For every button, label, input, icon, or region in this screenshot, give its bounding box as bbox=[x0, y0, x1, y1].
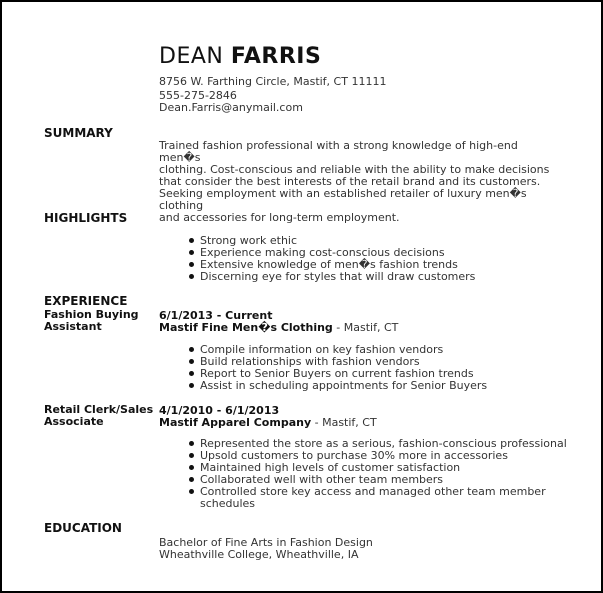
job-bullets bbox=[200, 344, 570, 392]
education-heading: EDUCATION bbox=[44, 521, 122, 535]
company-name: Mastif Fine Men�s Clothing bbox=[159, 321, 333, 334]
job-title-line: Associate bbox=[44, 415, 104, 428]
list-item: Represented the store as a serious, fashion-conscious professional bbox=[200, 438, 570, 450]
summary-line: Trained fashion professional with a strong knowledge of high-end men�s bbox=[159, 139, 518, 164]
job-title bbox=[44, 404, 156, 428]
job-company bbox=[159, 416, 377, 429]
address: 8756 W. Farthing Circle, Mastif, CT 11111 bbox=[159, 75, 387, 88]
summary-text bbox=[159, 140, 559, 224]
degree: Bachelor of Fine Arts in Fashion Design bbox=[159, 536, 373, 549]
list-item: Assist in scheduling appointments for Senior Buyers bbox=[200, 380, 570, 392]
experience-heading: EXPERIENCE bbox=[44, 294, 128, 308]
list-item: Maintained high levels of customer satisfaction bbox=[200, 462, 570, 474]
summary-heading: SUMMARY bbox=[44, 126, 113, 140]
email: Dean.Farris@anymail.com bbox=[159, 101, 303, 114]
job-company bbox=[159, 321, 398, 334]
company-location: - Mastif, CT bbox=[332, 321, 399, 334]
list-item: Report to Senior Buyers on current fashion trends bbox=[200, 368, 570, 380]
last-name: FARRIS bbox=[230, 44, 322, 69]
candidate-name bbox=[159, 44, 321, 69]
summary-line: and accessories for long-term employment. bbox=[159, 211, 400, 224]
list-item: Build relationships with fashion vendors bbox=[200, 356, 570, 368]
phone: 555-275-2846 bbox=[159, 89, 237, 102]
company-name: Mastif Apparel Company bbox=[159, 416, 312, 429]
list-item: Controlled store key access and managed other team member bbox=[200, 486, 570, 498]
job-bullets bbox=[200, 438, 570, 510]
list-item-continuation: schedules bbox=[200, 497, 256, 510]
list-item: Extensive knowledge of men�s fashion trends bbox=[200, 259, 570, 271]
list-item: Compile information on key fashion vendors bbox=[200, 344, 570, 356]
job-title-line: Assistant bbox=[44, 320, 102, 333]
highlights-list bbox=[200, 235, 570, 283]
list-item: Discerning eye for styles that will draw customers bbox=[200, 271, 570, 283]
summary-line: that consider the best interests of the retail brand and its customers. bbox=[159, 175, 541, 188]
highlights-heading: HIGHLIGHTS bbox=[44, 211, 128, 225]
list-item: Strong work ethic bbox=[200, 235, 570, 247]
summary-line: Seeking employment with an established retailer of luxury men�s clothing bbox=[159, 187, 527, 212]
list-item: Upsold customers to purchase 30% more in accessories bbox=[200, 450, 570, 462]
company-location: - Mastif, CT bbox=[311, 416, 377, 429]
first-name: DEAN bbox=[159, 44, 224, 69]
job-title bbox=[44, 309, 156, 333]
list-item: Experience making cost-conscious decisions bbox=[200, 247, 570, 259]
job-title-line: Fashion Buying bbox=[44, 308, 139, 321]
job-title-line: Retail Clerk/Sales bbox=[44, 403, 154, 416]
summary-line: clothing. Cost-conscious and reliable with the ability to make decisions bbox=[159, 163, 550, 176]
job-dates: 4/1/2010 - 6/1/2013 bbox=[159, 404, 280, 417]
job-dates: 6/1/2013 - Current bbox=[159, 309, 273, 322]
school: Wheathville College, Wheathville, IA bbox=[159, 548, 359, 561]
list-item: Collaborated well with other team members bbox=[200, 474, 570, 486]
